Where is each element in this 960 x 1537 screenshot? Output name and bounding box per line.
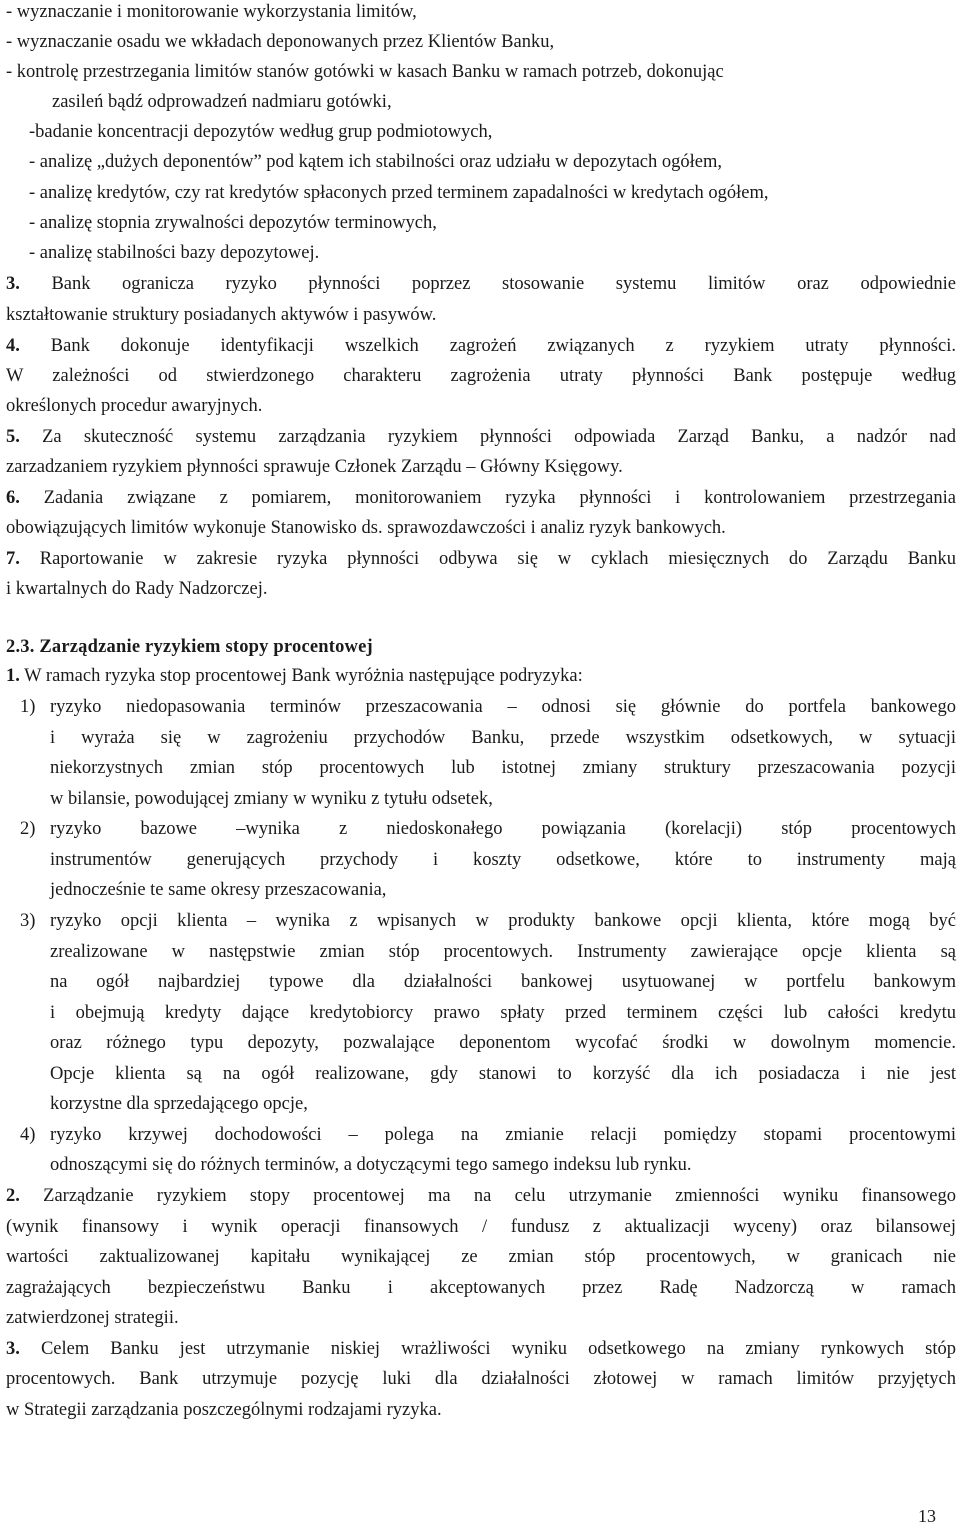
paragraph-number: 4.	[6, 336, 20, 356]
paragraph-7-line: i kwartalnych do Rady Nadzorczej.	[6, 579, 268, 599]
bullet-item: -badanie koncentracji depozytów według grup podmiotowych,	[29, 122, 493, 142]
list-item-line: odnoszącymi się do różnych terminów, a dotyczącymi tego samego indeksu lub rynku.	[50, 1155, 692, 1175]
bullet-item: - kontrolę przestrzegania limitów stanów gotówki w kasach Banku w ramach potrzeb, dokonując	[6, 62, 724, 82]
list-item-line: Opcje klienta są na ogół realizowane, gdy stanowi to korzyść dla ich posiadacza i nie jest	[50, 1064, 956, 1084]
paragraph-number: 1.	[6, 666, 20, 686]
list-item-line: ryzyko bazowe –wynika z niedoskonałego powiązania (korelacji) stóp procentowych	[50, 819, 956, 839]
section-heading: 2.3. Zarządzanie ryzykiem stopy procentowej	[6, 637, 373, 657]
list-item-line: ryzyko opcji klienta – wynika z wpisanych w produkty bankowe opcji klienta, które mogą być	[50, 911, 956, 931]
paragraph-3-line: 3. Bank ogranicza ryzyko płynności poprzez stosowanie systemu limitów oraz odpowiednie	[6, 274, 957, 294]
bullet-item: - wyznaczanie osadu we wkładach deponowanych przez Klientów Banku,	[6, 32, 555, 52]
paragraph-number: 2.	[6, 1186, 20, 1206]
list-item-line: zrealizowane w następstwie zmian stóp procentowych. Instrumenty zawierające opcje klienta są	[50, 942, 956, 962]
section-paragraph-3-line: procentowych. Bank utrzymuje pozycję luki dla działalności złotowej w ramach limitów przyjętych	[6, 1369, 956, 1389]
section-paragraph-1: 1. W ramach ryzyka stop procentowej Bank wyróżnia następujące podryzyka:	[6, 666, 583, 686]
section-paragraph-3-line: w Strategii zarządzania poszczególnymi rodzajami ryzyka.	[6, 1400, 442, 1420]
bullet-item-continuation: zasileń bądź odprowadzeń nadmiaru gotówki,	[52, 92, 392, 112]
paragraph-4-line: W zależności od stwierdzonego charakteru zagrożenia utraty płynności Bank postępuje według	[6, 366, 956, 386]
list-item-line: w bilansie, powodującej zmiany w wyniku z tytułu odsetek,	[50, 789, 493, 809]
list-item-line: ryzyko niedopasowania terminów przeszacowania – odnosi się głównie do portfela bankowego	[50, 697, 956, 717]
bullet-item: - analizę stabilności bazy depozytowej.	[29, 243, 320, 263]
paragraph-7-line: 7. Raportowanie w zakresie ryzyka płynności odbywa się w cyklach miesięcznych do Zarządu Banku	[6, 549, 957, 569]
section-paragraph-3-line: 3. Celem Banku jest utrzymanie niskiej wrażliwości wyniku odsetkowego na zmiany rynkowych stóp	[6, 1339, 957, 1359]
paragraph-4-line: 4. Bank dokonuje identyfikacji wszelkich zagrożeń związanych z ryzykiem utraty płynności.	[6, 336, 956, 356]
paragraph-number: 7.	[6, 549, 20, 569]
list-item-line: i wyraża się w zagrożeniu przychodów Banku, przede wszystkim odsetkowych, w sytuacji	[50, 728, 956, 748]
section-paragraph-2-line: 2. Zarządzanie ryzykiem stopy procentowej ma na celu utrzymanie zmienności wyniku finansowego	[6, 1186, 956, 1206]
list-item-line: oraz różnego typu depozyty, pozwalające deponentom wycofać środki w dowolnym momencie.	[50, 1033, 956, 1053]
paragraph-4-line: określonych procedur awaryjnych.	[6, 396, 263, 416]
paragraph-5-line: 5. Za skuteczność systemu zarządzania ryzykiem płynności odpowiada Zarząd Banku, a nadzór nad	[6, 427, 956, 447]
list-item-line: korzystne dla sprzedającego opcje,	[50, 1094, 308, 1114]
list-item-number: 4)	[20, 1125, 36, 1145]
paragraph-3-line: kształtowanie struktury posiadanych aktywów i pasywów.	[6, 305, 437, 325]
bullet-item: - analizę kredytów, czy rat kredytów spłaconych przed terminem zapadalności w kredytach ogółem,	[29, 183, 769, 203]
list-item-line: niekorzystnych zmian stóp procentowych lub istotnej zmiany struktury przeszacowania pozycji	[50, 758, 956, 778]
section-paragraph-2-line: zagrażających bezpieczeństwu Banku i akceptowanych przez Radę Nadzorczą w ramach	[6, 1278, 956, 1298]
paragraph-number: 3.	[6, 274, 20, 294]
list-item-line: instrumentów generujących przychody i koszty odsetkowe, które to instrumenty mają	[50, 850, 956, 870]
bullet-item: - analizę stopnia zrywalności depozytów terminowych,	[29, 213, 437, 233]
list-item-line: ryzyko krzywej dochodowości – polega na zmianie relacji pomiędzy stopami procentowymi	[50, 1125, 956, 1145]
bullet-item: - analizę „dużych deponentów” pod kątem ich stabilności oraz udziału w depozytach ogółem,	[29, 152, 722, 172]
paragraph-number: 5.	[6, 427, 20, 447]
paragraph-6-line: obowiązujących limitów wykonuje Stanowisko ds. sprawozdawczości i analiz ryzyk bankowych.	[6, 518, 726, 538]
list-item-line: i obejmują kredyty dające kredytobiorcy prawo spłaty przed terminem części lub całości kredytu	[50, 1003, 956, 1023]
section-paragraph-2-line: (wynik finansowy i wynik operacji finansowych / fundusz z aktualizacji wyceny) oraz bilansowej	[6, 1217, 956, 1237]
list-item-line: jednocześnie te same okresy przeszacowania,	[50, 880, 387, 900]
section-paragraph-2-line: wartości zaktualizowanej kapitału wynikającej ze zmian stóp procentowych, w granicach nie	[6, 1247, 956, 1267]
list-item-line: na ogół najbardziej typowe dla działalności bankowej usytuowanej w portfelu bankowym	[50, 972, 956, 992]
list-item-number: 3)	[20, 911, 36, 931]
paragraph-5-line: zarzadzaniem ryzykiem płynności sprawuje Członek Zarządu – Główny Księgowy.	[6, 457, 623, 477]
list-item-number: 2)	[20, 819, 36, 839]
page-number: 13	[918, 1506, 936, 1526]
bullet-item: - wyznaczanie i monitorowanie wykorzystania limitów,	[6, 2, 417, 22]
section-paragraph-2-line: zatwierdzonej strategii.	[6, 1308, 179, 1328]
paragraph-6-line: 6. Zadania związane z pomiarem, monitorowaniem ryzyka płynności i kontrolowaniem przestrzegania	[6, 488, 956, 508]
list-item-number: 1)	[20, 697, 36, 717]
paragraph-number: 3.	[6, 1339, 20, 1359]
paragraph-number: 6.	[6, 488, 20, 508]
